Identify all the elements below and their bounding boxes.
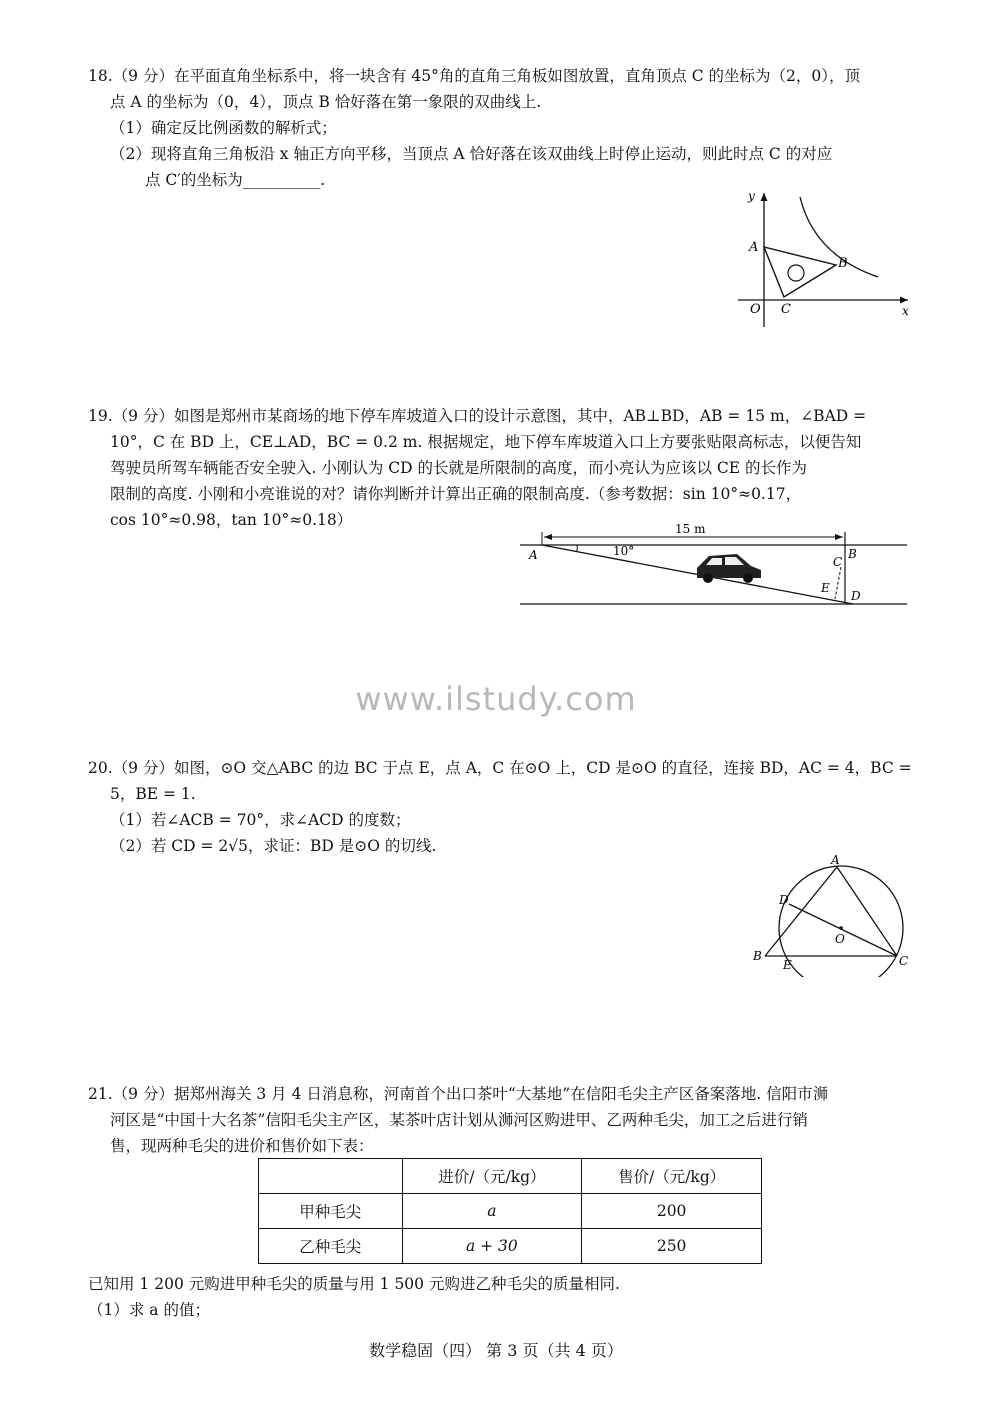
q20-line-1: 20.（9 分）如图，⊙O 交△ABC 的边 BC 于点 E，点 A，C 在⊙O 上，CD 是⊙O 的直径，连接 BD，AC = 4，BC = <box>88 759 912 777</box>
car-icon <box>697 554 761 583</box>
q18-line-2: 点 A 的坐标为（0，4），顶点 B 恰好落在第一象限的双曲线上. <box>110 93 542 111</box>
label-b: B <box>838 256 848 271</box>
diameter-cd <box>789 904 897 956</box>
q20-line-4: （2）若 CD = 2√5，求证：BD 是⊙O 的切线. <box>110 837 437 855</box>
label-e: E <box>783 958 792 972</box>
center-o <box>839 926 843 930</box>
q21-line-3: 售，现两种毛尖的进价和售价如下表： <box>110 1137 374 1155</box>
q21-line-2: 河区是“中国十大名茶”信阳毛尖主产区，某茶叶店计划从浉河区购进甲、乙两种毛尖，加工之后进行销 <box>110 1111 808 1129</box>
q18-figure <box>728 185 918 335</box>
q18-line-1: 18.（9 分）在平面直角坐标系中，将一块含有 45°角的直角三角板如图放置，直角顶点 C 的坐标为（2，0），顶 <box>88 67 861 85</box>
q19-line-2: 10°，C 在 BD 上，CE⊥AD，BC = 0.2 m. 根据规定，地下停车库坡道入口上方要张贴限高标志，以便告知 <box>110 433 862 451</box>
label-angle: 10° <box>613 544 635 558</box>
label-x: x <box>902 304 909 318</box>
table-cell: 甲种毛尖 <box>259 1194 403 1229</box>
angle-mark <box>576 545 577 552</box>
watermark: www.ilstudy.com <box>355 680 637 718</box>
table-header-cell <box>259 1159 403 1194</box>
label-a: A <box>749 240 759 255</box>
page-footer: 数学稳固（四） 第 3 页（共 4 页） <box>369 1341 623 1360</box>
table-cell: 250 <box>582 1229 762 1264</box>
q20-figure <box>745 852 915 977</box>
label-o: O <box>750 302 761 317</box>
q19-line-1: 19.（9 分）如图是郑州市某商场的地下停车库坡道入口的设计示意图，其中，AB⊥BD，AB = 15 m，∠BAD = <box>88 407 867 425</box>
label-o: O <box>835 932 845 946</box>
table-cell: 200 <box>582 1194 762 1229</box>
table-header-cell: 售价/（元/kg） <box>582 1159 762 1194</box>
label-a: A <box>831 853 840 867</box>
q20-line-3: （1）若∠ACB = 70°，求∠ACD 的度数； <box>110 811 411 829</box>
table-row <box>259 1229 762 1264</box>
label-d: D <box>779 893 789 907</box>
label-c: C <box>781 302 791 317</box>
table-cell: 乙种毛尖 <box>259 1229 403 1264</box>
table-header-cell: 进价/（元/kg） <box>402 1159 582 1194</box>
board-hole <box>788 265 804 281</box>
price-table <box>258 1158 762 1264</box>
label-d: D <box>851 589 861 603</box>
y-axis-arrow <box>761 193 768 201</box>
table-cell: a + 30 <box>402 1229 582 1264</box>
q18-line-4: （2）现将直角三角板沿 x 轴正方向平移，当顶点 A 恰好落在该双曲线上时停止运动，则此时点 C 的对应 <box>110 145 833 163</box>
q21-line-1: 21.（9 分）据郑州海关 3 月 4 日消息称，河南首个出口茶叶“大基地”在信阳毛尖主产区备案落地. 信阳市浉 <box>88 1085 829 1103</box>
q19-line-3: 驾驶员所驾车辆能否安全驶入. 小刚认为 CD 的长就是所限制的高度，而小亮认为应该以 CE 的长作为 <box>110 459 808 477</box>
label-y: y <box>748 189 755 203</box>
label-e: E <box>821 581 830 595</box>
label-c: C <box>899 954 909 968</box>
line-ce <box>835 567 841 599</box>
x-axis-arrow <box>900 297 908 304</box>
label-c: C <box>833 555 843 569</box>
q18-line-5: 点 C′的坐标为__________. <box>145 171 326 189</box>
table-row <box>259 1194 762 1229</box>
table-cell: a <box>402 1194 582 1229</box>
label-b: B <box>753 949 762 963</box>
q19-figure <box>515 520 910 612</box>
triangle-abc <box>764 247 836 297</box>
dimension-arrow-right <box>835 534 843 540</box>
table-header-row <box>259 1159 762 1194</box>
line-ac <box>837 867 897 956</box>
q19-line-4: 限制的高度. 小刚和小亮谁说的对？请你判断并计算出正确的限制高度.（参考数据：sin 10°≈0.17， <box>110 485 802 503</box>
q20-line-2: 5，BE = 1. <box>110 785 196 803</box>
label-b: B <box>848 547 857 561</box>
circle-o <box>779 866 903 977</box>
label-a: A <box>529 548 538 562</box>
q21-after-line-2: （1）求 a 的值； <box>88 1301 210 1319</box>
q18-line-3: （1）确定反比例函数的解析式； <box>110 119 337 137</box>
q19-line-5: cos 10°≈0.98，tan 10°≈0.18） <box>110 511 353 529</box>
label-distance: 15 m <box>675 522 706 536</box>
dimension-arrow-left <box>544 534 552 540</box>
q21-after-line-1: 已知用 1 200 元购进甲种毛尖的质量与用 1 500 元购进乙种毛尖的质量相同. <box>88 1275 620 1293</box>
